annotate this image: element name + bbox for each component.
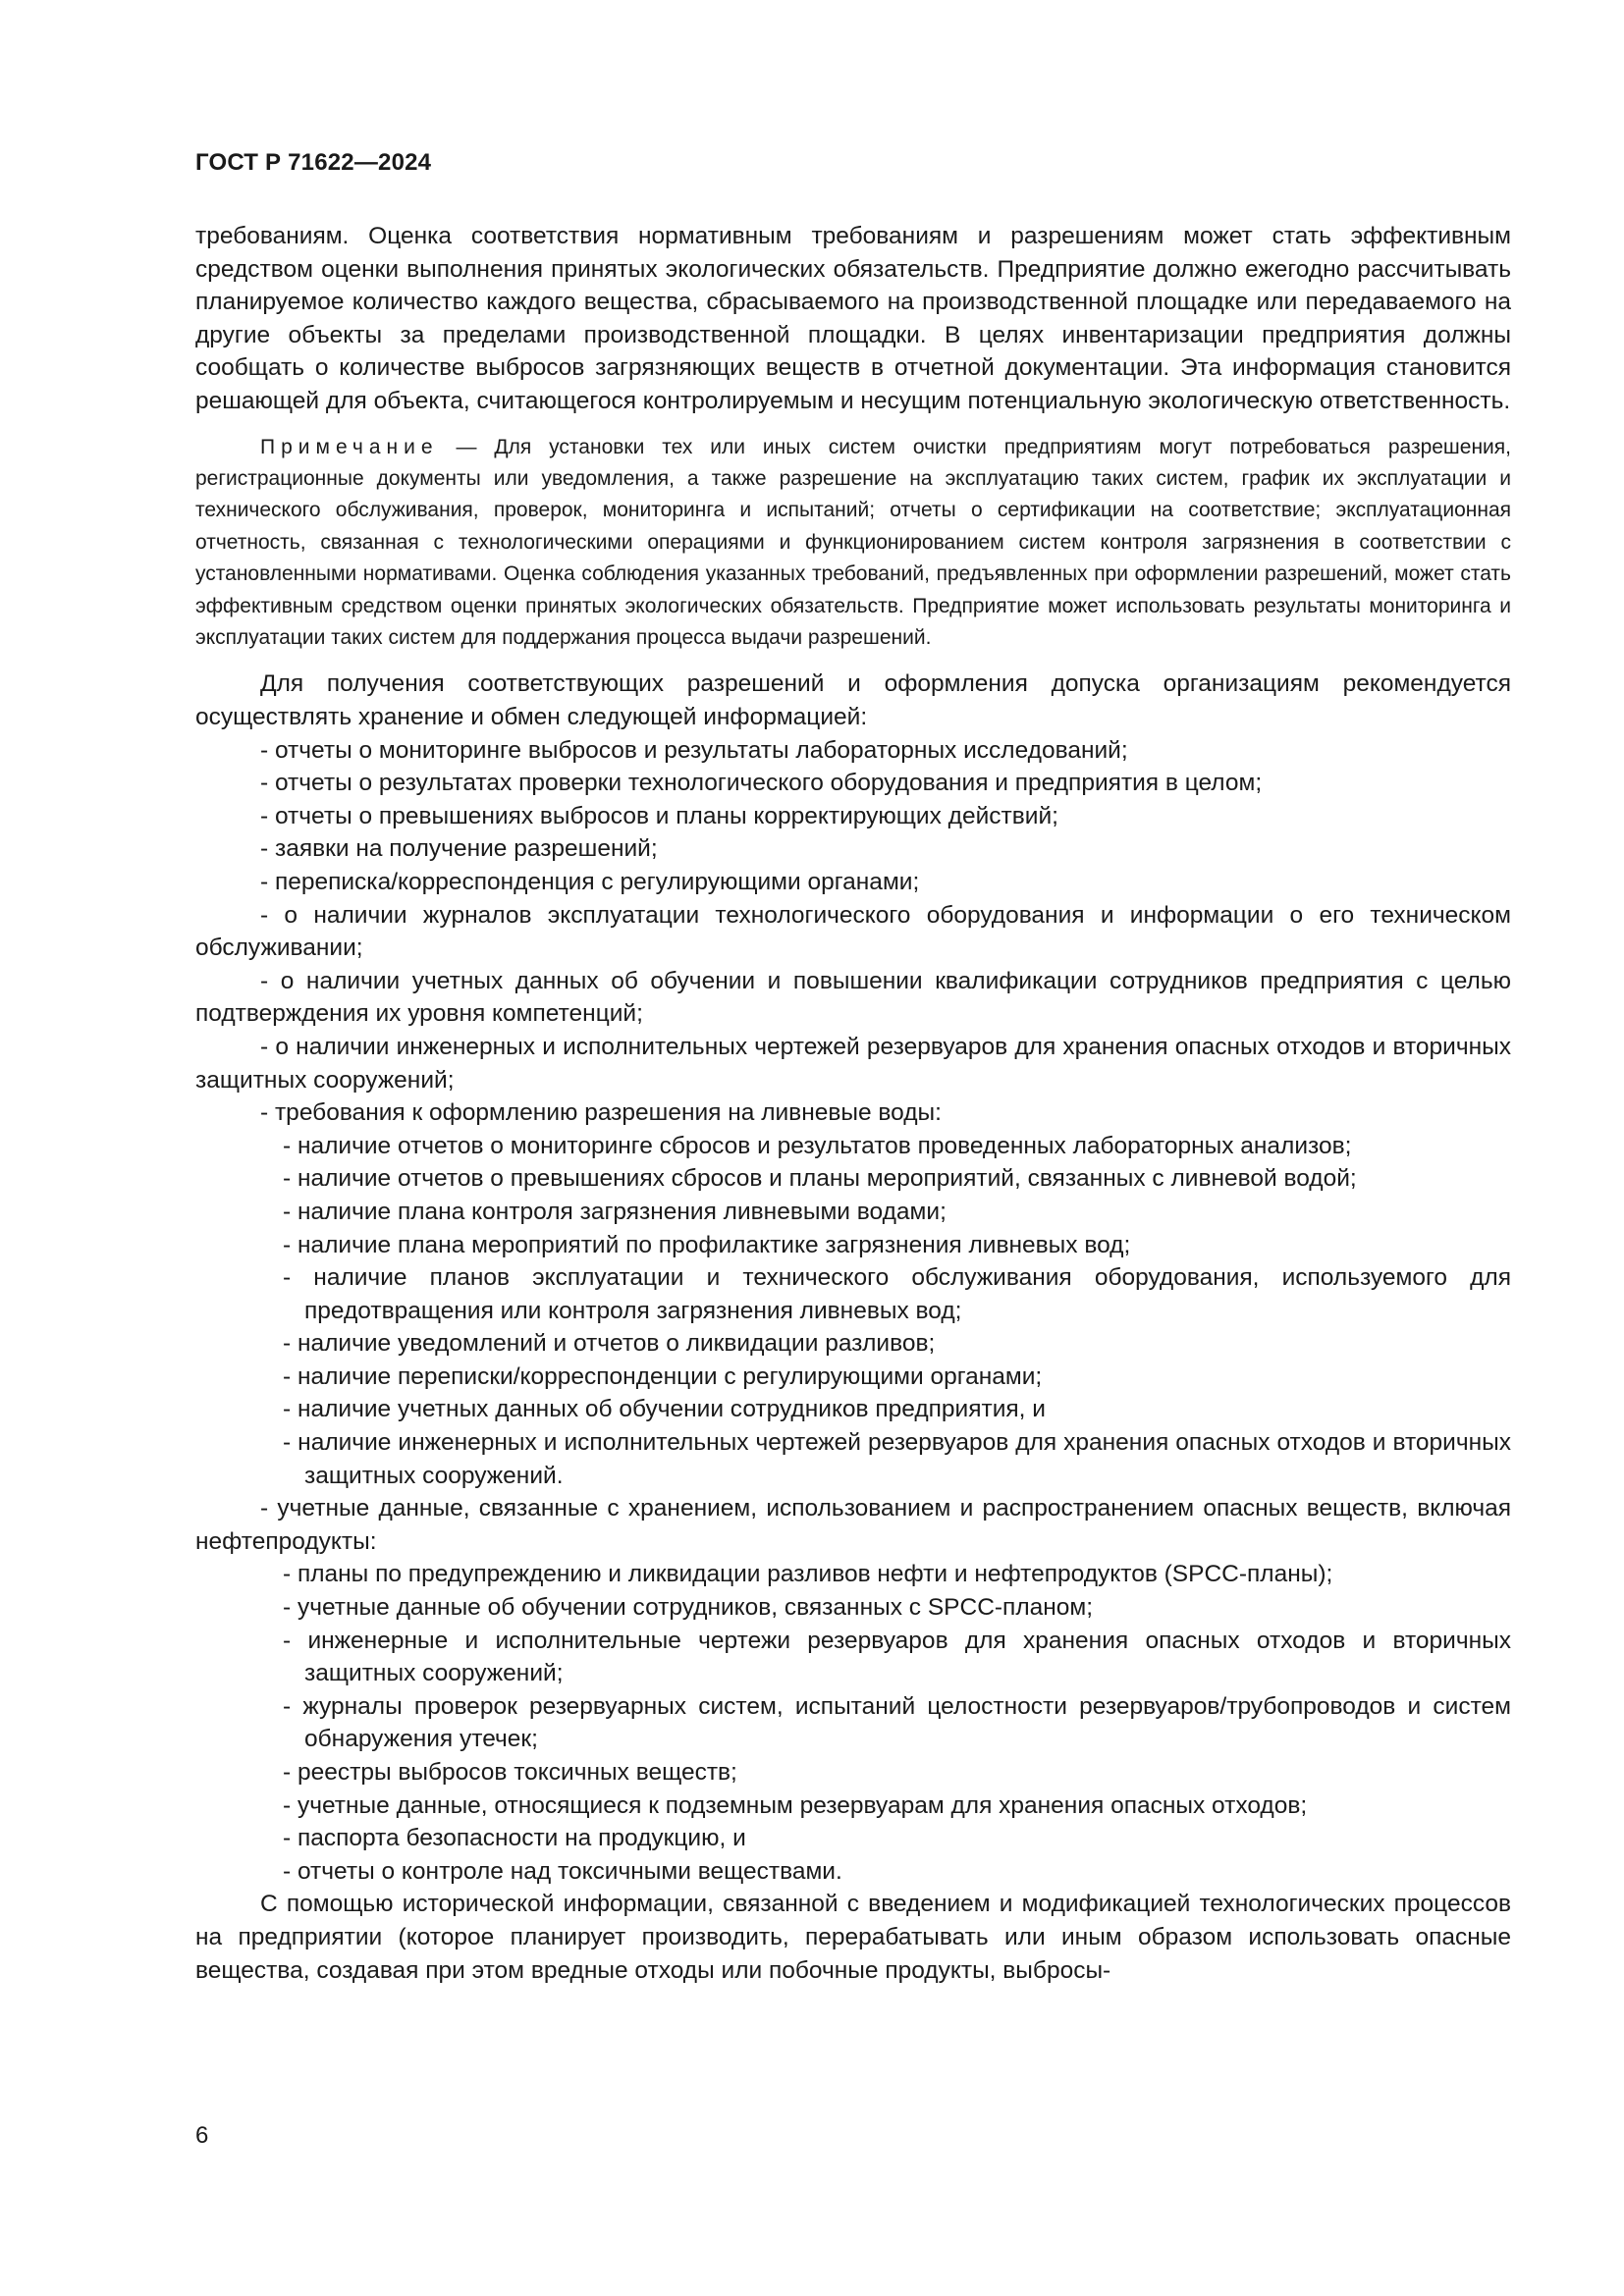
list-item: - заявки на получение разрешений; [260,835,658,863]
sublist-item: - наличие планов эксплуатации и технического обслуживания оборудования, используемого для предотвращения или контроля загрязнения ливневых вод; [283,1264,1511,1324]
note-paragraph [195,432,1511,655]
list-item: - о наличии учетных данных об обучении и повышении квалификации сотрудников предприятия с целью подтверждения их уровня компетенций; [195,967,1511,1028]
lead-paragraph: Для получения соответствующих разрешений и оформления допуска организациям рекомендуется осуществлять хранение и обмен следующей информацией: [195,670,1511,730]
list-item: - отчеты о превышениях выбросов и планы корректирующих действий; [260,802,1058,829]
sublist-item: - наличие инженерных и исполнительных чертежей резервуаров для хранения опасных отходов и вторичных защитных сооружений. [283,1429,1511,1489]
sublist-item: - инженерные и исполнительные чертежи резервуаров для хранения опасных отходов и вторичных защитных сооружений; [283,1627,1511,1687]
sublist-item: - наличие плана контроля загрязнения ливневыми водами; [283,1198,947,1225]
note-label: Примечание [260,435,439,458]
stormwater-heading: - требования к оформлению разрешения на ливневые воды: [260,1099,942,1127]
sublist-item: - учетные данные об обучении сотрудников, связанных с SPCC-планом; [283,1594,1094,1622]
sublist-item: - наличие отчетов о превышениях сбросов и планы мероприятий, связанных с ливневой водой; [283,1165,1357,1193]
sublist-item: - журналы проверок резервуарных систем, испытаний целостности резервуаров/трубопроводов и систем обнаружения утечек; [283,1692,1511,1753]
sublist-item: - наличие отчетов о мониторинге сбросов и результатов проведенных лабораторных анализов; [283,1132,1352,1159]
note-text: — Для установки тех или иных систем очистки предприятиям могут потребоваться разрешения, регистрационные документы или уведомления, а также разрешение на эксплуатацию таких систем, график их эксплуатации и технического обслуживания, проверок, мониторинга и испытаний; отчеты о сертификации на соответствие; эксплуатационная отчетность, связанная с технологическими операциями и функционированием систем контроля загрязнения в соответствии с установленными нормативами. Оценка соблюдения указанных требований, предъявленных при оформлении разрешений, может стать эффективным средством оценки принятых экологических обязательств. Предприятие может использовать результаты мониторинга и эксплуатации таких систем для поддержания процесса выдачи разрешений. [195,435,1511,649]
document-header: ГОСТ Р 71622—2024 [195,149,432,176]
list-item: - о наличии инженерных и исполнительных чертежей резервуаров для хранения опасных отходов и вторичных защитных сооружений; [195,1033,1511,1094]
sublist-item: - отчеты о контроле над токсичными веществами. [283,1857,842,1885]
sublist-item: - наличие переписки/корреспонденции с регулирующими органами; [283,1362,1043,1390]
sublist-item: - наличие уведомлений и отчетов о ликвидации разливов; [283,1330,936,1358]
sublist-item: - паспорта безопасности на продукцию, и [283,1825,746,1852]
document-body [195,220,1511,1987]
sublist-item: - планы по предупреждению и ликвидации разливов нефти и нефтепродуктов (SPCC-планы); [283,1561,1333,1588]
closing-paragraph: С помощью исторической информации, связанной с введением и модификацией технологических процессов на предприятии (которое планирует производить, перерабатывать или иным образом использовать опасные вещества, создавая при этом вредные отходы или побочные продукты, выбросы- [195,1891,1511,1984]
sublist-item: - наличие учетных данных об обучении сотрудников предприятия, и [283,1396,1046,1423]
list-item: - переписка/корреспонденция с регулирующими органами; [260,868,920,895]
sublist-item: - учетные данные, относящиеся к подземным резервуарам для хранения опасных отходов; [283,1791,1308,1819]
sublist-item: - реестры выбросов токсичных веществ; [283,1759,737,1786]
page-number: 6 [195,2122,209,2149]
intro-paragraph: требованиям. Оценка соответствия нормативным требованиям и разрешениям может стать эффективным средством оценки выполнения принятых экологических обязательств. Предприятие должно ежегодно рассчитывать планируемое количество каждого вещества, сбрасываемого на производственной площадке или передаваемого на другие объекты за пределами производственной площадки. В целях инвентаризации предприятия должны сообщать о количестве выбросов загрязняющих веществ в отчетной документации. Эта информация становится решающей для объекта, считающегося контролируемым и несущим потенциальную экологическую ответственность. [195,223,1511,414]
list-item: - отчеты о результатах проверки технологического оборудования и предприятия в целом; [260,770,1263,797]
sublist-item: - наличие плана мероприятий по профилактике загрязнения ливневых вод; [283,1231,1131,1258]
list-item: - отчеты о мониторинге выбросов и результаты лабораторных исследований; [260,736,1128,764]
hazmat-heading: - учетные данные, связанные с хранением, использованием и распространением опасных веществ, включая нефтепродукты: [195,1495,1511,1555]
list-item: - о наличии журналов эксплуатации технологического оборудования и информации о его техническом обслуживании; [195,901,1511,962]
